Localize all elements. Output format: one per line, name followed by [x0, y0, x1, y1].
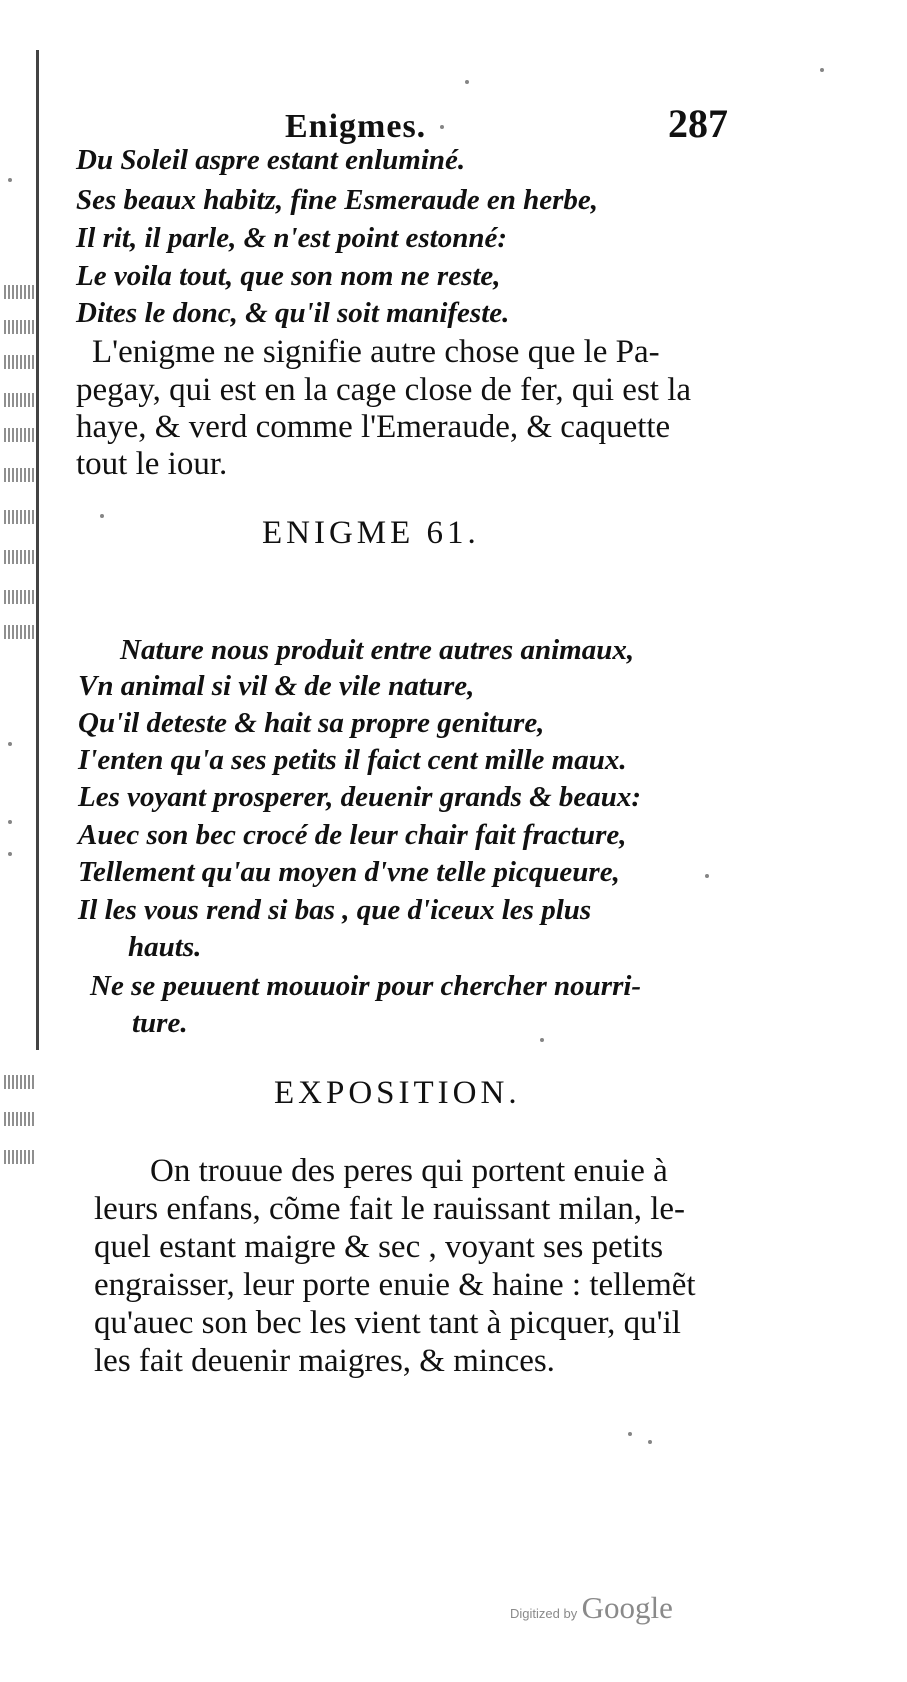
speck — [100, 514, 104, 518]
prose-line: engraisser, leur porte enuie & haine : tellemẽt — [94, 1267, 696, 1303]
verse-line: Dites le donc, & qu'il soit manifeste. — [76, 297, 510, 329]
bleed-mark — [4, 1112, 34, 1126]
speck — [705, 874, 709, 878]
gutter-line — [36, 50, 39, 1050]
verse-line: I'enten qu'a ses petits il faict cent mille maux. — [78, 744, 627, 776]
bleed-mark — [4, 1150, 34, 1164]
verse-line: Auec son bec crocé de leur chair fait fracture, — [78, 819, 627, 851]
verse-line: Ses beaux habitz, fine Esmeraude en herbe, — [76, 184, 599, 216]
running-title: Enigmes. — [285, 108, 427, 145]
speck — [540, 1038, 544, 1042]
speck — [8, 178, 12, 182]
bleed-mark — [4, 468, 34, 482]
speck — [440, 125, 444, 129]
bleed-mark — [4, 510, 34, 524]
verse-line: Il rit, il parle, & n'est point estonné: — [76, 222, 508, 254]
page-number: 287 — [668, 101, 728, 146]
verse-line: Tellement qu'au moyen d'vne telle picqueure, — [78, 856, 620, 888]
prose-line: qu'auec son bec les vient tant à picquer, qu'il — [94, 1305, 681, 1341]
speck — [465, 80, 469, 84]
prose-line: les fait deuenir maigres, & minces. — [94, 1343, 555, 1379]
enigma-heading: ENIGME 61. — [262, 515, 480, 551]
verse-line: Ne se peuuent mouuoir pour chercher nourri- — [90, 970, 642, 1002]
verse-line: Le voila tout, que son nom ne reste, — [76, 260, 501, 292]
verse-line: Vn animal si vil & de vile nature, — [78, 670, 475, 702]
verse-line: Les voyant prosperer, deuenir grands & beaux: — [78, 781, 642, 813]
bleed-mark — [4, 320, 34, 334]
prose-line: haye, & verd comme l'Emeraude, & caquette — [76, 409, 671, 445]
verse-line: hauts. — [128, 931, 202, 963]
bleed-mark — [4, 393, 34, 407]
bleed-mark — [4, 625, 34, 639]
prose-line: pegay, qui est en la cage close de fer, qui est la — [76, 372, 692, 408]
prose-line: L'enigme ne signifie autre chose que le Pa- — [92, 334, 660, 370]
speck — [8, 742, 12, 746]
prose-line: tout le iour. — [76, 446, 228, 482]
verse-line: Du Soleil aspre estant enluminé. — [76, 144, 466, 176]
watermark-logo: Google — [581, 1590, 673, 1625]
bleed-mark — [4, 550, 34, 564]
prose-line: On trouue des peres qui portent enuie à — [150, 1153, 668, 1189]
bleed-mark — [4, 428, 34, 442]
bleed-mark — [4, 355, 34, 369]
prose-line: leurs enfans, cõme fait le rauissant milan, le- — [94, 1191, 686, 1227]
speck — [820, 68, 824, 72]
bleed-mark — [4, 1075, 34, 1089]
bleed-mark — [4, 590, 34, 604]
verse-line: Qu'il deteste & hait sa propre geniture, — [78, 707, 545, 739]
speck — [648, 1440, 652, 1444]
speck — [8, 820, 12, 824]
exposition-heading: EXPOSITION. — [274, 1075, 521, 1111]
speck — [628, 1432, 632, 1436]
watermark-small: Digitized by — [510, 1606, 578, 1621]
bleed-mark — [4, 285, 34, 299]
verse-line: ture. — [132, 1007, 188, 1039]
verse-line: Il les vous rend si bas , que d'iceux les plus — [78, 894, 592, 926]
speck — [8, 852, 12, 856]
verse-line: Nature nous produit entre autres animaux, — [120, 634, 635, 666]
prose-line: quel estant maigre & sec , voyant ses petits — [94, 1229, 664, 1265]
google-watermark — [510, 1590, 673, 1626]
